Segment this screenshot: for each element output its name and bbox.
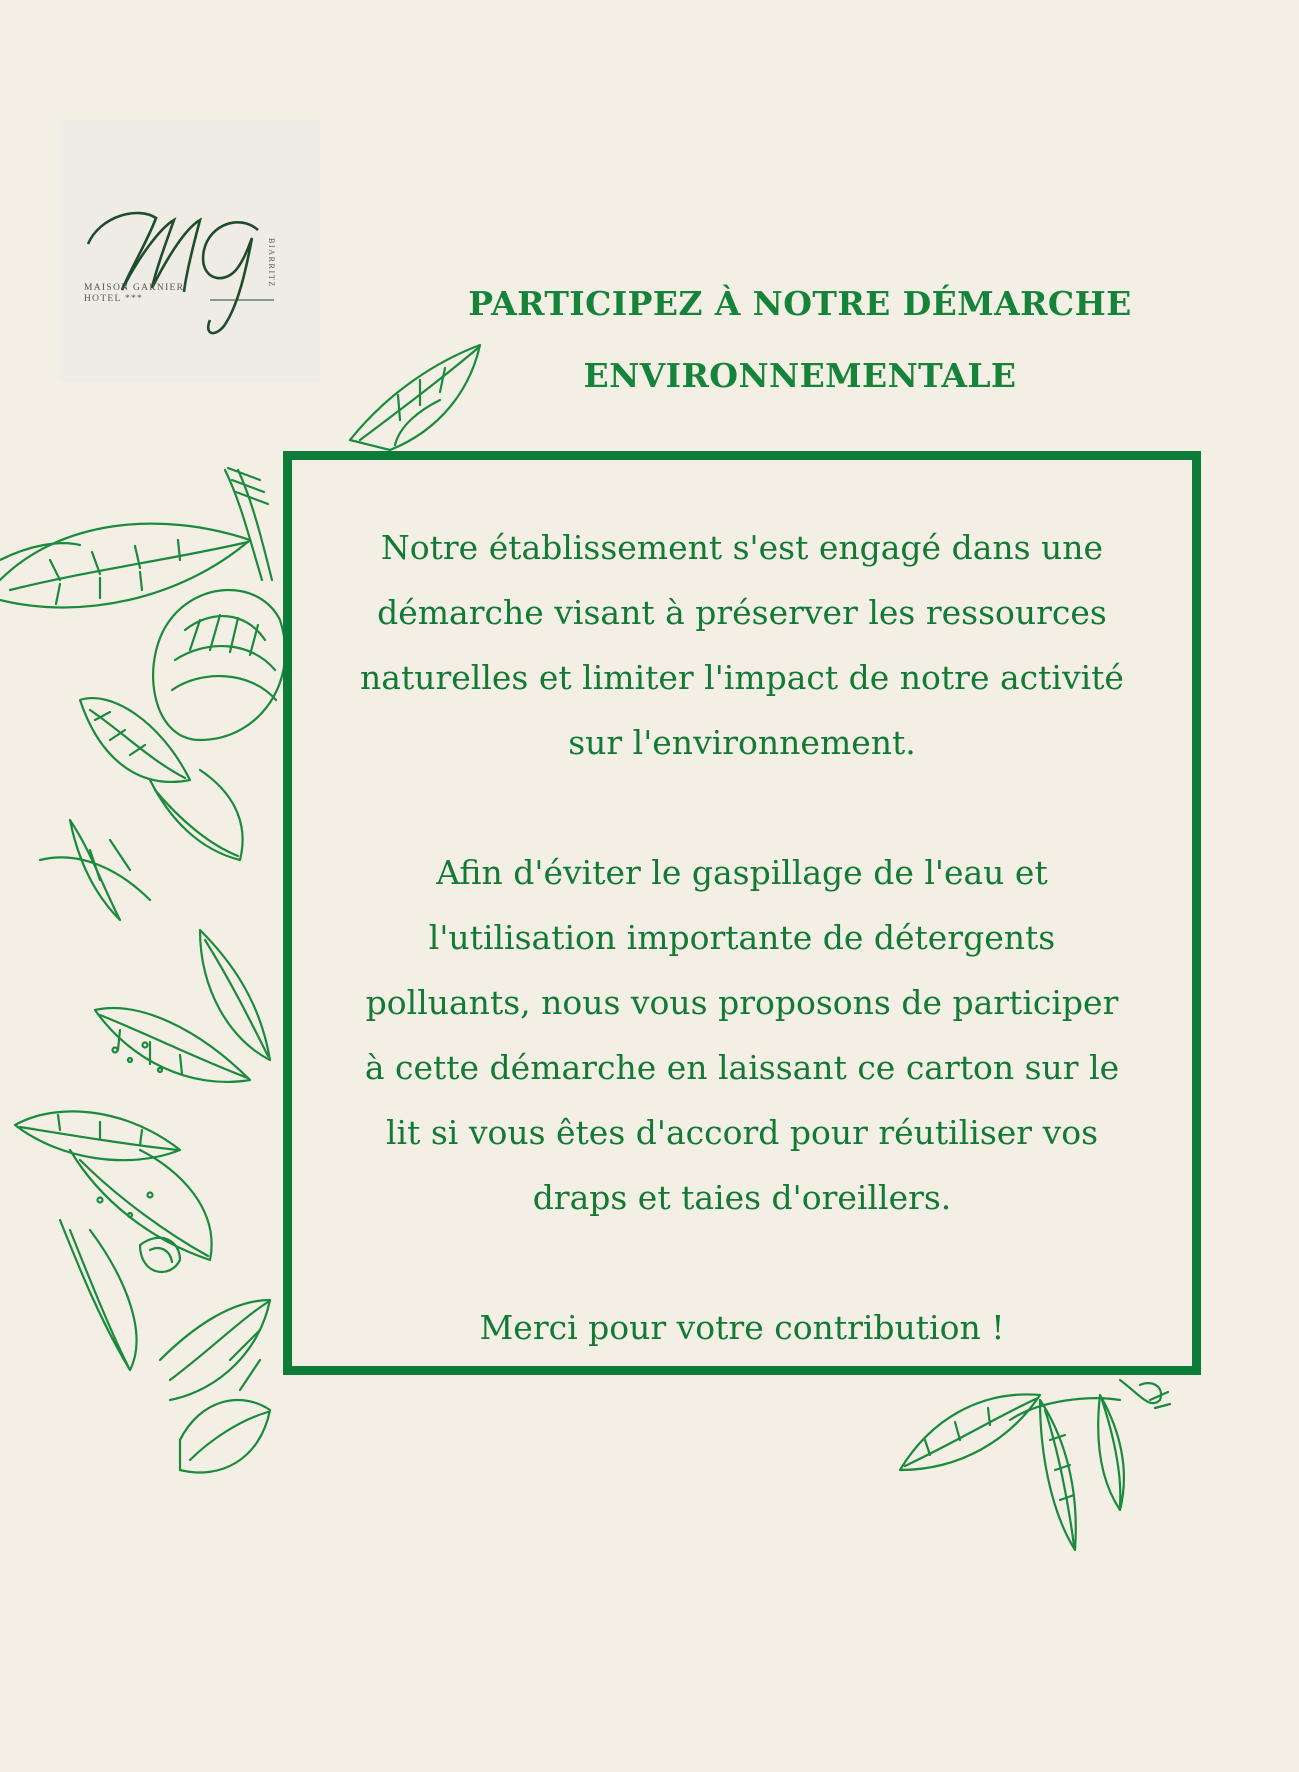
- closing-thanks: Merci pour votre contribution !: [479, 1308, 1005, 1347]
- paragraph-linen-reuse: [292, 840, 1192, 1230]
- text-line: démarche visant à préserver les ressources: [377, 593, 1107, 632]
- message-card: [283, 451, 1201, 1375]
- paragraph-engagement: [292, 515, 1192, 775]
- logo-hotel-name: MAISON GARNIER HOTEL ***: [84, 283, 185, 304]
- card-body: [292, 515, 1192, 1360]
- text-line: naturelles et limiter l'impact de notre activité: [360, 658, 1124, 697]
- logo-city: BIARRITZ: [267, 238, 276, 288]
- text-line: Notre établissement s'est engagé dans une: [380, 528, 1104, 567]
- text-line: draps et taies d'oreillers.: [532, 1178, 952, 1217]
- text-line: à cette démarche en laissant ce carton sur le: [364, 1048, 1120, 1087]
- text-line: lit si vous êtes d'accord pour réutiliser vos: [385, 1113, 1099, 1152]
- title-line-2: ENVIRONNEMENTALE: [583, 356, 1017, 395]
- text-line: Afin d'éviter le gaspillage de l'eau et: [436, 853, 1048, 892]
- text-line: l'utilisation importante de détergents: [428, 918, 1056, 957]
- title-line-1: PARTICIPEZ À NOTRE DÉMARCHE: [468, 284, 1132, 323]
- text-line: sur l'environnement.: [568, 723, 916, 762]
- text-line: polluants, nous vous proposons de participer: [365, 983, 1119, 1022]
